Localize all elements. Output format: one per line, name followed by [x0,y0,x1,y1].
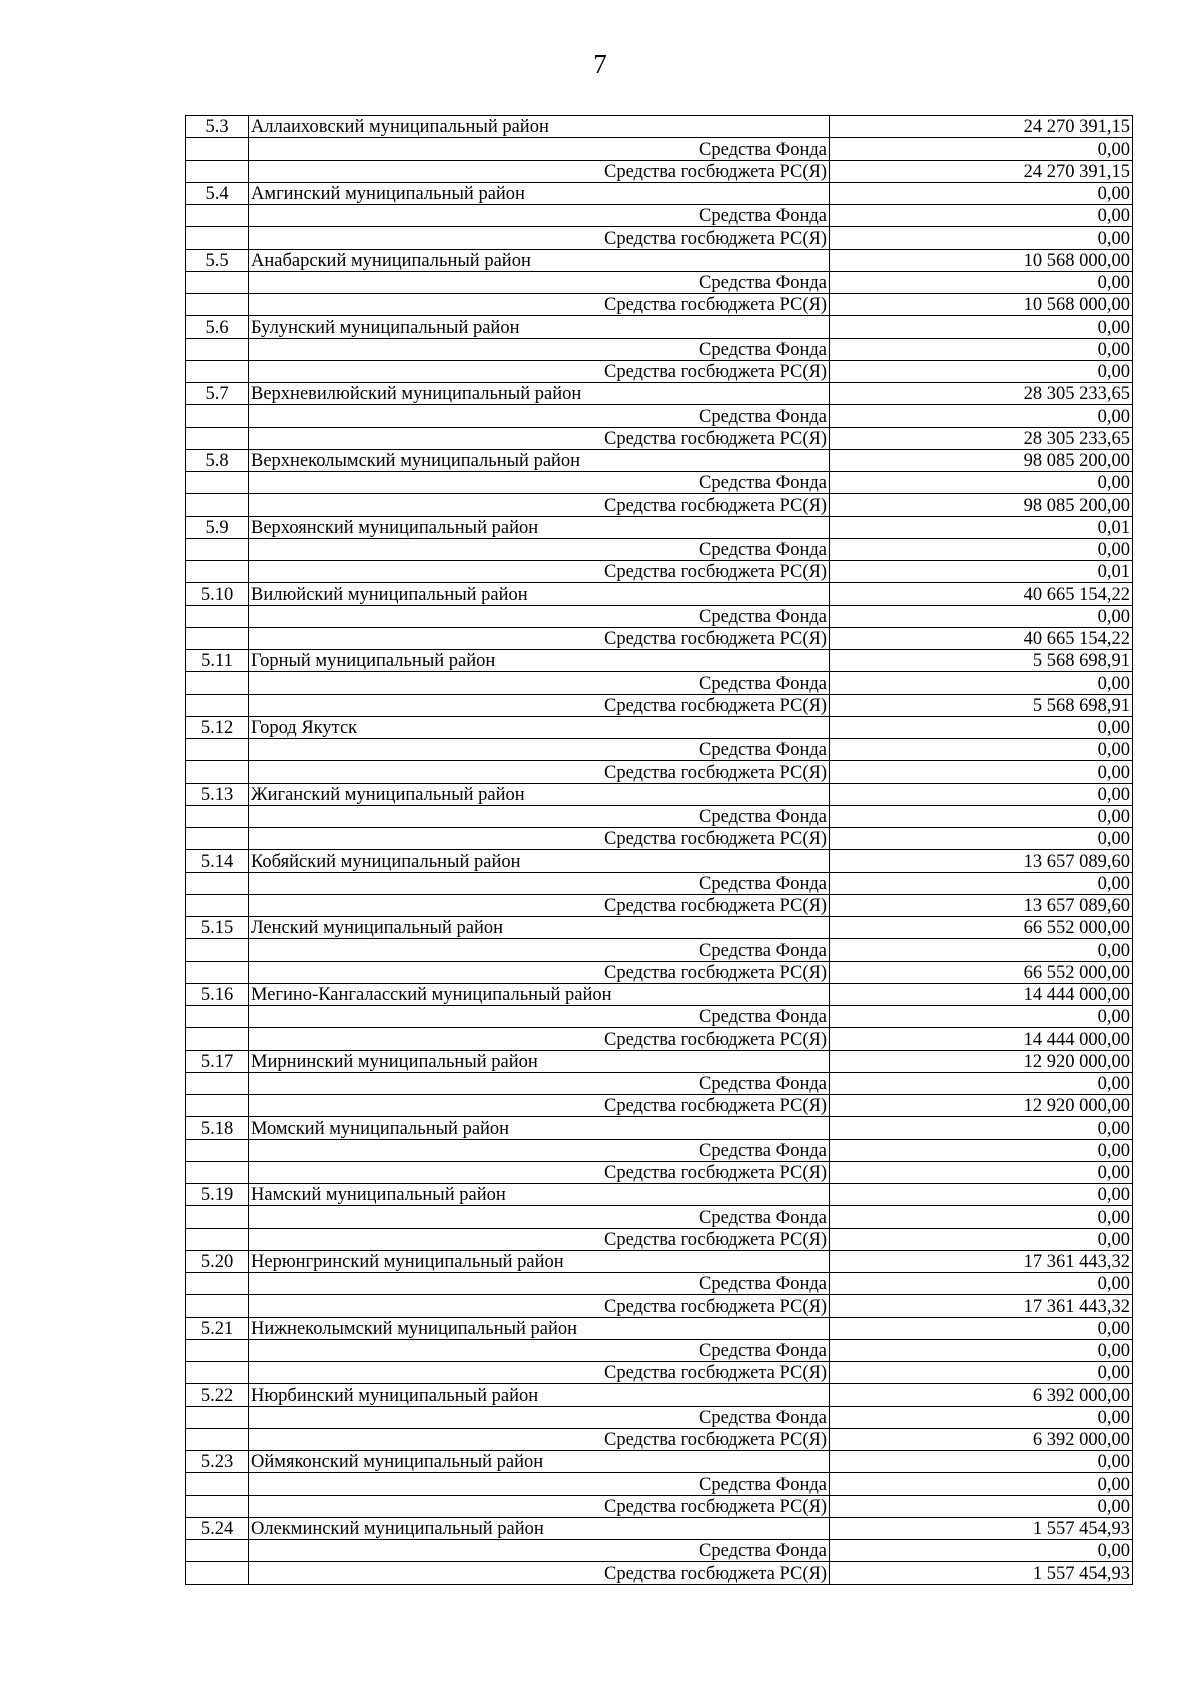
total-amount: 14 444 000,00 [830,983,1133,1005]
fund-label: Средства Фонда [249,472,830,494]
row-number: 5.8 [186,449,249,471]
funding-table [185,115,1133,1585]
fund-label: Средства Фонда [249,605,830,627]
state-budget-label: Средства госбюджета РС(Я) [249,1428,830,1450]
table-row-state-budget [186,1028,1133,1050]
table-row-fund [186,1540,1133,1562]
fund-label: Средства Фонда [249,939,830,961]
table-row [186,1517,1133,1539]
fund-amount: 0,00 [830,1339,1133,1361]
state-budget-amount: 1 557 454,93 [830,1562,1133,1584]
empty-cell [186,1273,249,1295]
total-amount: 1 557 454,93 [830,1517,1133,1539]
table-row [186,650,1133,672]
table-row-state-budget [186,360,1133,382]
table-row-fund [186,1139,1133,1161]
state-budget-label: Средства госбюджета РС(Я) [249,561,830,583]
state-budget-label: Средства госбюджета РС(Я) [249,1362,830,1384]
empty-cell [186,205,249,227]
state-budget-amount: 0,01 [830,561,1133,583]
empty-cell [186,627,249,649]
state-budget-amount: 5 568 698,91 [830,694,1133,716]
row-number: 5.23 [186,1451,249,1473]
empty-cell [186,538,249,560]
fund-label: Средства Фонда [249,872,830,894]
total-amount: 13 657 089,60 [830,850,1133,872]
municipality-name: Верхнеколымский муниципальный район [249,449,830,471]
table-row [186,783,1133,805]
fund-label: Средства Фонда [249,138,830,160]
state-budget-amount: 13 657 089,60 [830,894,1133,916]
municipality-name: Намский муниципальный район [249,1184,830,1206]
total-amount: 24 270 391,15 [830,116,1133,138]
municipality-name: Оймяконский муниципальный район [249,1451,830,1473]
state-budget-label: Средства госбюджета РС(Я) [249,160,830,182]
empty-cell [186,427,249,449]
state-budget-label: Средства госбюджета РС(Я) [249,1495,830,1517]
state-budget-amount: 10 568 000,00 [830,294,1133,316]
table-row-state-budget [186,1428,1133,1450]
table-row-state-budget [186,961,1133,983]
table-row [186,917,1133,939]
table-row-state-budget [186,1161,1133,1183]
fund-amount: 0,00 [830,1006,1133,1028]
empty-cell [186,939,249,961]
fund-amount: 0,00 [830,538,1133,560]
empty-cell [186,1540,249,1562]
row-number: 5.22 [186,1384,249,1406]
fund-amount: 0,00 [830,805,1133,827]
table-row [186,983,1133,1005]
table-row-fund [186,538,1133,560]
municipality-name: Нижнеколымский муниципальный район [249,1317,830,1339]
fund-label: Средства Фонда [249,405,830,427]
empty-cell [186,1473,249,1495]
empty-cell [186,338,249,360]
table-row-state-budget [186,160,1133,182]
state-budget-amount: 14 444 000,00 [830,1028,1133,1050]
empty-cell [186,872,249,894]
state-budget-label: Средства госбюджета РС(Я) [249,828,830,850]
fund-label: Средства Фонда [249,1473,830,1495]
table-row [186,249,1133,271]
fund-amount: 0,00 [830,405,1133,427]
empty-cell [186,1362,249,1384]
state-budget-label: Средства госбюджета РС(Я) [249,1295,830,1317]
table-row-state-budget [186,1095,1133,1117]
municipality-name: Булунский муниципальный район [249,316,830,338]
table-row [186,316,1133,338]
state-budget-amount: 0,00 [830,360,1133,382]
fund-amount: 0,00 [830,1273,1133,1295]
state-budget-amount: 0,00 [830,828,1133,850]
table-row-state-budget [186,1562,1133,1584]
municipality-name: Анабарский муниципальный район [249,249,830,271]
table-row-fund [186,138,1133,160]
row-number: 5.10 [186,583,249,605]
fund-amount: 0,00 [830,472,1133,494]
total-amount: 0,00 [830,1184,1133,1206]
fund-amount: 0,00 [830,138,1133,160]
table-row-fund [186,739,1133,761]
table-row [186,1117,1133,1139]
total-amount: 0,00 [830,716,1133,738]
empty-cell [186,494,249,516]
row-number: 5.24 [186,1517,249,1539]
table-row-state-budget [186,427,1133,449]
table-row-state-budget [186,1495,1133,1517]
fund-amount: 0,00 [830,1406,1133,1428]
empty-cell [186,1339,249,1361]
table-row-state-budget [186,1228,1133,1250]
municipality-name: Аллаиховский муниципальный район [249,116,830,138]
row-number: 5.11 [186,650,249,672]
fund-amount: 0,00 [830,939,1133,961]
table-row-fund [186,1473,1133,1495]
fund-amount: 0,00 [830,1206,1133,1228]
table-row-fund [186,1206,1133,1228]
row-number: 5.14 [186,850,249,872]
state-budget-amount: 0,00 [830,1161,1133,1183]
table-row [186,449,1133,471]
total-amount: 28 305 233,65 [830,383,1133,405]
state-budget-amount: 12 920 000,00 [830,1095,1133,1117]
row-number: 5.13 [186,783,249,805]
fund-label: Средства Фонда [249,538,830,560]
fund-amount: 0,00 [830,1473,1133,1495]
state-budget-amount: 0,00 [830,227,1133,249]
fund-amount: 0,00 [830,338,1133,360]
table-row-fund [186,1072,1133,1094]
total-amount: 0,00 [830,316,1133,338]
empty-cell [186,1406,249,1428]
row-number: 5.18 [186,1117,249,1139]
state-budget-label: Средства госбюджета РС(Я) [249,961,830,983]
table-row [186,716,1133,738]
empty-cell [186,1562,249,1584]
total-amount: 5 568 698,91 [830,650,1133,672]
state-budget-label: Средства госбюджета РС(Я) [249,294,830,316]
row-number: 5.20 [186,1250,249,1272]
table-row-state-budget [186,1295,1133,1317]
total-amount: 17 361 443,32 [830,1250,1133,1272]
state-budget-label: Средства госбюджета РС(Я) [249,627,830,649]
row-number: 5.6 [186,316,249,338]
fund-label: Средства Фонда [249,205,830,227]
state-budget-amount: 17 361 443,32 [830,1295,1133,1317]
state-budget-amount: 6 392 000,00 [830,1428,1133,1450]
municipality-name: Нюрбинский муниципальный район [249,1384,830,1406]
municipality-name: Горный муниципальный район [249,650,830,672]
empty-cell [186,1295,249,1317]
total-amount: 0,00 [830,1317,1133,1339]
fund-amount: 0,00 [830,1072,1133,1094]
row-number: 5.19 [186,1184,249,1206]
row-number: 5.4 [186,182,249,204]
state-budget-label: Средства госбюджета РС(Я) [249,1562,830,1584]
empty-cell [186,805,249,827]
table-row [186,1384,1133,1406]
state-budget-label: Средства госбюджета РС(Я) [249,227,830,249]
table-row-fund [186,672,1133,694]
state-budget-label: Средства госбюджета РС(Я) [249,427,830,449]
state-budget-label: Средства госбюджета РС(Я) [249,694,830,716]
state-budget-label: Средства госбюджета РС(Я) [249,360,830,382]
total-amount: 0,00 [830,1451,1133,1473]
table-row-fund [186,205,1133,227]
state-budget-amount: 0,00 [830,1228,1133,1250]
row-number: 5.3 [186,116,249,138]
fund-amount: 0,00 [830,739,1133,761]
municipality-name: Ленский муниципальный район [249,917,830,939]
state-budget-amount: 0,00 [830,1495,1133,1517]
table-row-state-budget [186,894,1133,916]
table-row-state-budget [186,227,1133,249]
empty-cell [186,761,249,783]
total-amount: 0,00 [830,182,1133,204]
fund-label: Средства Фонда [249,1139,830,1161]
table-row [186,583,1133,605]
table-row [186,516,1133,538]
municipality-name: Жиганский муниципальный район [249,783,830,805]
page-number: 7 [593,49,607,79]
total-amount: 98 085 200,00 [830,449,1133,471]
empty-cell [186,1428,249,1450]
fund-label: Средства Фонда [249,1206,830,1228]
state-budget-amount: 98 085 200,00 [830,494,1133,516]
table-row [186,182,1133,204]
state-budget-label: Средства госбюджета РС(Я) [249,494,830,516]
state-budget-amount: 0,00 [830,1362,1133,1384]
table-row [186,383,1133,405]
empty-cell [186,360,249,382]
empty-cell [186,961,249,983]
table-row [186,1317,1133,1339]
fund-amount: 0,00 [830,1139,1133,1161]
table-row [186,1184,1133,1206]
empty-cell [186,561,249,583]
state-budget-label: Средства госбюджета РС(Я) [249,1028,830,1050]
state-budget-amount: 0,00 [830,761,1133,783]
table-row-state-budget [186,294,1133,316]
empty-cell [186,1095,249,1117]
municipality-name: Момский муниципальный район [249,1117,830,1139]
fund-amount: 0,00 [830,605,1133,627]
empty-cell [186,828,249,850]
row-number: 5.15 [186,917,249,939]
fund-label: Средства Фонда [249,338,830,360]
state-budget-amount: 28 305 233,65 [830,427,1133,449]
row-number: 5.21 [186,1317,249,1339]
total-amount: 40 665 154,22 [830,583,1133,605]
fund-label: Средства Фонда [249,672,830,694]
fund-label: Средства Фонда [249,739,830,761]
total-amount: 0,00 [830,1117,1133,1139]
municipality-name: Мирнинский муниципальный район [249,1050,830,1072]
row-number: 5.5 [186,249,249,271]
empty-cell [186,672,249,694]
table-row-fund [186,805,1133,827]
table-row-fund [186,405,1133,427]
empty-cell [186,694,249,716]
fund-label: Средства Фонда [249,1339,830,1361]
municipality-name: Олекминский муниципальный район [249,1517,830,1539]
empty-cell [186,1228,249,1250]
fund-amount: 0,00 [830,872,1133,894]
fund-amount: 0,00 [830,1540,1133,1562]
empty-cell [186,294,249,316]
state-budget-label: Средства госбюджета РС(Я) [249,894,830,916]
table-row-fund [186,338,1133,360]
table-row-state-budget [186,761,1133,783]
municipality-name: Верхоянский муниципальный район [249,516,830,538]
table-row-fund [186,271,1133,293]
state-budget-label: Средства госбюджета РС(Я) [249,761,830,783]
row-number: 5.7 [186,383,249,405]
empty-cell [186,472,249,494]
empty-cell [186,1139,249,1161]
table-row-state-budget [186,494,1133,516]
empty-cell [186,605,249,627]
table-row-state-budget [186,1362,1133,1384]
table-row-state-budget [186,561,1133,583]
table-row-fund [186,939,1133,961]
empty-cell [186,1028,249,1050]
fund-label: Средства Фонда [249,1406,830,1428]
total-amount: 6 392 000,00 [830,1384,1133,1406]
fund-amount: 0,00 [830,271,1133,293]
fund-label: Средства Фонда [249,805,830,827]
table-row [186,1050,1133,1072]
row-number: 5.17 [186,1050,249,1072]
table-row [186,1250,1133,1272]
empty-cell [186,160,249,182]
municipality-name: Вилюйский муниципальный район [249,583,830,605]
state-budget-label: Средства госбюджета РС(Я) [249,1095,830,1117]
fund-amount: 0,00 [830,672,1133,694]
table-row-fund [186,872,1133,894]
total-amount: 10 568 000,00 [830,249,1133,271]
table-row [186,850,1133,872]
municipality-name: Верхневилюйский муниципальный район [249,383,830,405]
empty-cell [186,1495,249,1517]
table-row-fund [186,1339,1133,1361]
empty-cell [186,1161,249,1183]
state-budget-amount: 24 270 391,15 [830,160,1133,182]
empty-cell [186,1072,249,1094]
fund-label: Средства Фонда [249,1072,830,1094]
table-row [186,1451,1133,1473]
municipality-name: Город Якутск [249,716,830,738]
municipality-name: Амгинский муниципальный район [249,182,830,204]
total-amount: 12 920 000,00 [830,1050,1133,1072]
fund-label: Средства Фонда [249,1006,830,1028]
municipality-name: Нерюнгринский муниципальный район [249,1250,830,1272]
table-row-state-budget [186,828,1133,850]
state-budget-label: Средства госбюджета РС(Я) [249,1228,830,1250]
fund-amount: 0,00 [830,205,1133,227]
empty-cell [186,138,249,160]
municipality-name: Кобяйский муниципальный район [249,850,830,872]
total-amount: 66 552 000,00 [830,917,1133,939]
table-row-state-budget [186,627,1133,649]
empty-cell [186,894,249,916]
fund-label: Средства Фонда [249,1540,830,1562]
state-budget-label: Средства госбюджета РС(Я) [249,1161,830,1183]
row-number: 5.16 [186,983,249,1005]
table-row-fund [186,1406,1133,1428]
table-row [186,116,1133,138]
total-amount: 0,01 [830,516,1133,538]
empty-cell [186,227,249,249]
row-number: 5.9 [186,516,249,538]
table-row-state-budget [186,694,1133,716]
table-row-fund [186,605,1133,627]
funding-table-body [186,116,1133,1585]
municipality-name: Мегино-Кангаласский муниципальный район [249,983,830,1005]
state-budget-amount: 40 665 154,22 [830,627,1133,649]
empty-cell [186,1206,249,1228]
table-row-fund [186,1273,1133,1295]
table-row-fund [186,1006,1133,1028]
empty-cell [186,405,249,427]
fund-label: Средства Фонда [249,1273,830,1295]
empty-cell [186,739,249,761]
state-budget-amount: 66 552 000,00 [830,961,1133,983]
total-amount: 0,00 [830,783,1133,805]
fund-label: Средства Фонда [249,271,830,293]
row-number: 5.12 [186,716,249,738]
empty-cell [186,271,249,293]
table-row-fund [186,472,1133,494]
empty-cell [186,1006,249,1028]
